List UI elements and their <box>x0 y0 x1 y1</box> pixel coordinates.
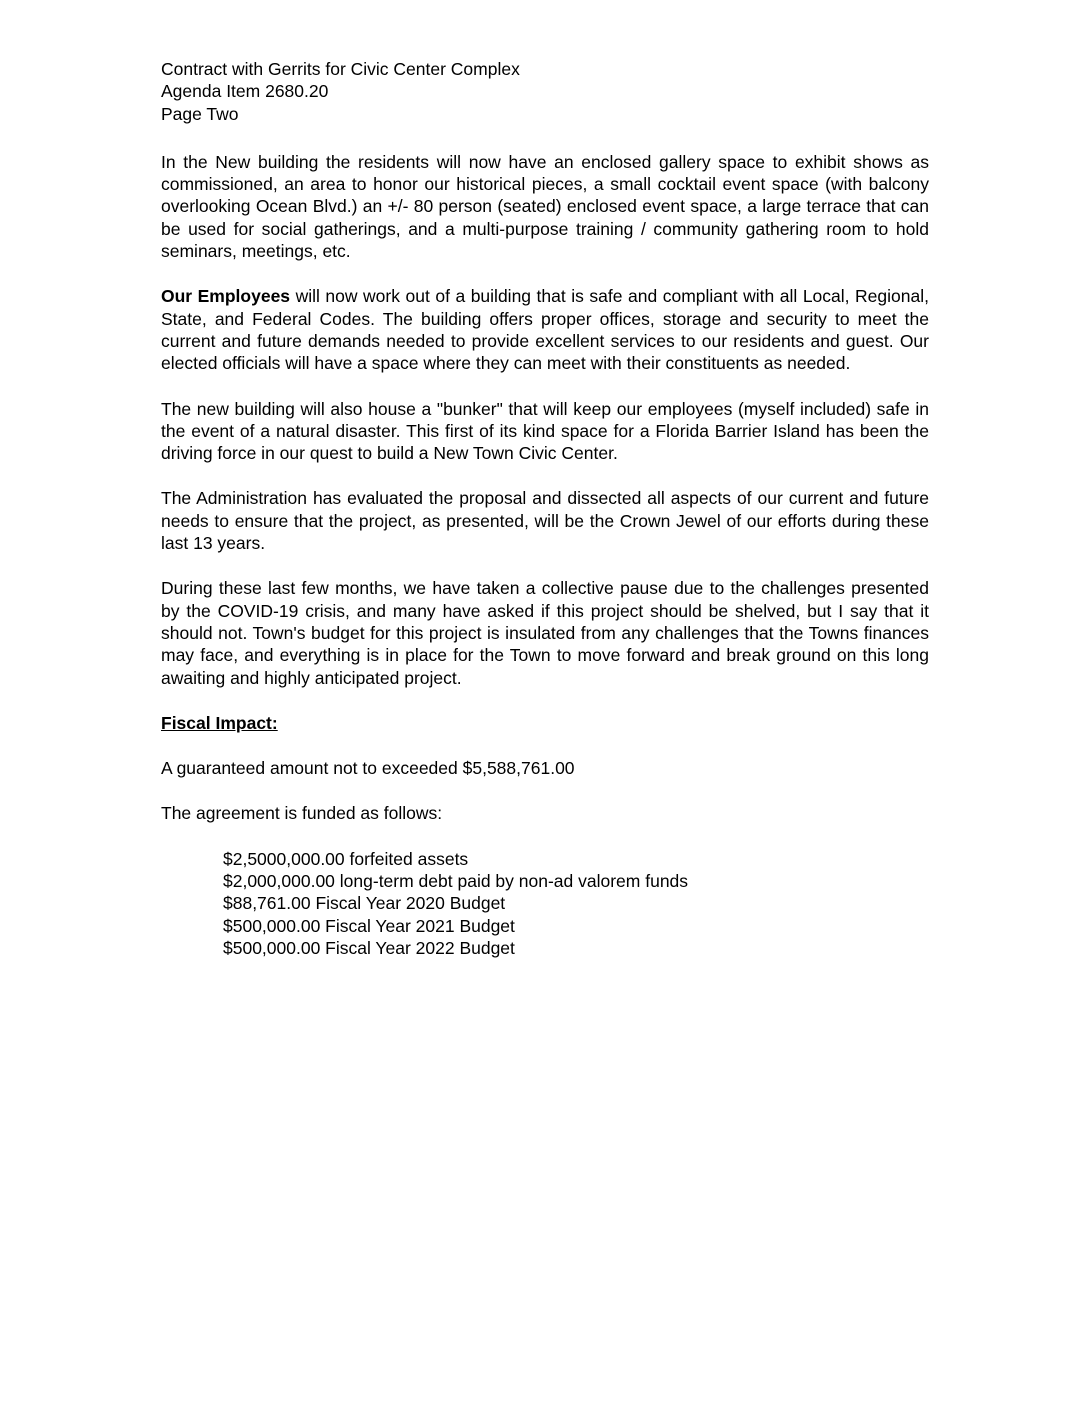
header-page-label: Page Two <box>161 103 239 124</box>
fiscal-impact-heading: Fiscal Impact: <box>161 712 278 733</box>
document-content <box>161 58 929 959</box>
paragraph-administration: The Administration has evaluated the proposal and dissected all aspects of our current and future needs to ensure that the project, as presented, will be the Crown Jewel of our efforts during these last 13 years. <box>161 488 929 554</box>
funding-item-fy2020-budget: $88,761.00 Fiscal Year 2020 Budget <box>223 893 506 914</box>
funding-list <box>161 848 929 959</box>
fiscal-guaranteed-amount: A guaranteed amount not to exceeded $5,588,761.00 <box>161 758 575 779</box>
funding-item-forfeited-assets: $2,5000,000.00 forfeited assets <box>223 848 469 869</box>
funding-item-long-term-debt: $2,000,000.00 long-term debt paid by non-ad valorem funds <box>223 871 689 892</box>
paragraph-new-building: In the New building the residents will now have an enclosed gallery space to exhibit shows as commissioned, an area to honor our historical pieces, a small cocktail event space (with balcony overlooking Ocean Blvd.) an +/- 80 person (seated) enclosed event space, a large terrace that can be used for social gatherings, and a multi-purpose training / community gathering room to hold seminars, meetings, etc. <box>161 151 929 262</box>
header-title: Contract with Gerrits for Civic Center Complex <box>161 59 520 79</box>
funding-item-fy2022-budget: $500,000.00 Fiscal Year 2022 Budget <box>223 937 515 958</box>
paragraph-employees-rest: will now work out of a building that is safe and compliant with all Local, Regional, State, and Federal Codes. The building offers proper offices, storage and security to meet the current and future demands needed to provide excellent services to our residents and guest. Our elected officials will have a space where they can meet with their constituents as needed. <box>161 286 929 374</box>
paragraph-employees <box>161 285 929 374</box>
paragraph-covid: During these last few months, we have taken a collective pause due to the challenges presented by the COVID-19 crisis, and many have asked if this project should be shelved, but I say that it should not. Town's budget for this project is insulated from any challenges that the Towns finances may face, and everything is in place for the Town to move forward and break ground on this long awaiting and highly anticipated project. <box>161 578 929 688</box>
header-agenda-item: Agenda Item 2680.20 <box>161 81 329 102</box>
paragraph-bunker: The new building will also house a "bunker" that will keep our employees (myself included) safe in the event of a natural disaster. This first of its kind space for a Florida Barrier Island has been the driving force in our quest to build a New Town Civic Center. <box>161 398 929 464</box>
document-header <box>161 58 929 125</box>
fiscal-funded-intro: The agreement is funded as follows: <box>161 803 443 824</box>
paragraph-employees-bold-lead: Our Employees <box>161 286 291 307</box>
funding-item-fy2021-budget: $500,000.00 Fiscal Year 2021 Budget <box>223 915 515 936</box>
